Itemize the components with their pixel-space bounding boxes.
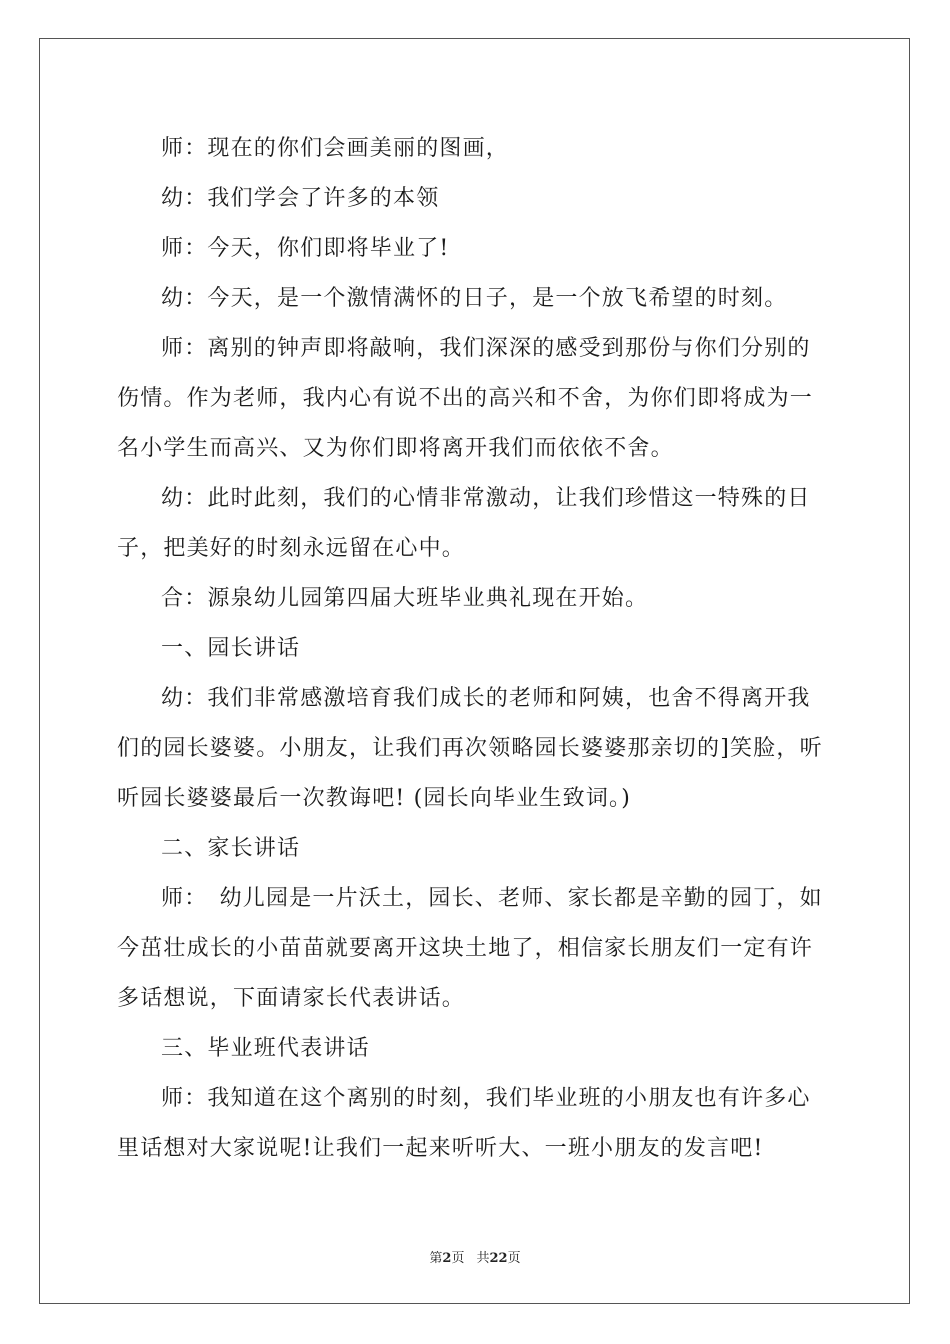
page-number: 2 xyxy=(442,1251,452,1266)
section-heading: 三、毕业班代表讲话 xyxy=(161,1036,370,1061)
paragraph: 师：离别的钟声即将敲响，我们深深的感受到那份与你们分别的伤情。作为老师，我内心有说不出的高兴和不舍，为你们即将成为一名小学生而高兴、又为你们即将离开我们而依依不舍。 xyxy=(117,336,814,461)
paragraph: 幼：我们非常感激培育我们成长的老师和阿姨，也舍不得离开我们的园长婆婆。小朋友，让我们再次领略园长婆婆那亲切的]笑脸，听听园长婆婆最后一次教诲吧! (园长向毕业生致词。) xyxy=(117,686,823,811)
document-body xyxy=(117,124,833,1174)
section-heading: 一、园长讲话 xyxy=(161,636,301,661)
section-heading: 二、家长讲话 xyxy=(161,836,301,861)
paragraph: 幼：此时此刻，我们的心情非常激动，让我们珍惜这一特殊的日子，把美好的时刻永远留在心中。 xyxy=(117,486,811,561)
total-suffix: 页 xyxy=(507,1251,521,1266)
total-pages: 22 xyxy=(489,1251,508,1266)
total-prefix: 共 xyxy=(476,1251,490,1266)
paragraph: 合：源泉幼儿园第四届大班毕业典礼现在开始。 xyxy=(161,586,649,611)
paragraph: 师：今天，你们即将毕业了! xyxy=(161,236,450,261)
page-suffix: 页 xyxy=(451,1251,465,1266)
page-footer xyxy=(0,1247,950,1266)
paragraph: 幼：今天，是一个激情满怀的日子，是一个放飞希望的时刻。 xyxy=(161,286,788,311)
paragraph: 师：我知道在这个离别的时刻，我们毕业班的小朋友也有许多心里话想对大家说呢!让我们一起来听听大、一班小朋友的发言吧! xyxy=(117,1086,811,1161)
paragraph: 师： 幼儿园是一片沃土，园长、老师、家长都是辛勤的园丁，如今茁壮成长的小苗苗就要离开这块土地了，相信家长朋友们一定有许多话想说，下面请家长代表讲话。 xyxy=(117,886,823,1011)
paragraph: 幼：我们学会了许多的本领 xyxy=(161,186,440,211)
paragraph: 师：现在的你们会画美丽的图画， xyxy=(161,136,510,161)
page-prefix: 第 xyxy=(429,1251,443,1266)
